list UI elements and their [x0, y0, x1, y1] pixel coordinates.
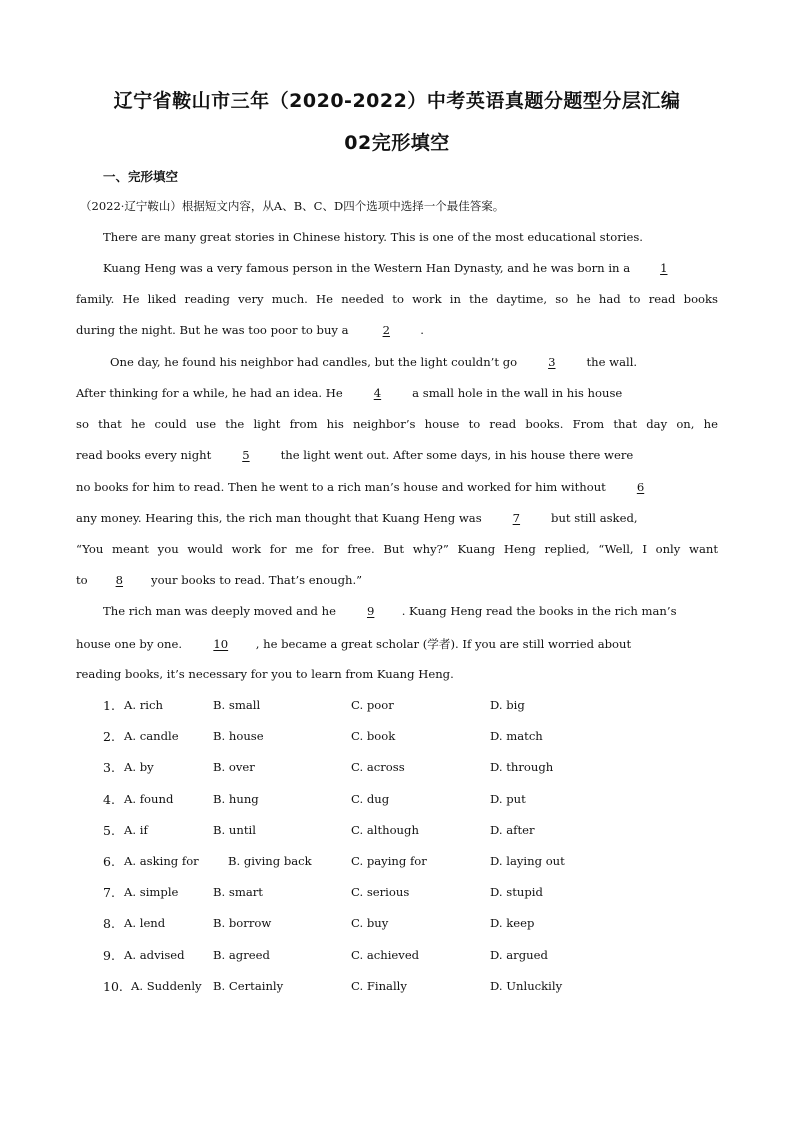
passage-line: Kuang Heng was a very famous person in the Western Han Dynasty, and he was born in a 1 [103, 261, 718, 275]
option-c: C. achieved [351, 948, 420, 962]
section-heading: 一、完形填空 [103, 169, 179, 184]
passage-line: during the night. But he was too poor to buy a 2 . [76, 323, 424, 337]
question-source: （2022·辽宁鞍山）根据短文内容，从A、B、C、D四个选项中选择一个最佳答案。 [80, 199, 505, 213]
passage-line: There are many great stories in Chinese history. This is one of the most educational stories. [103, 230, 643, 244]
option-row-6 [103, 854, 703, 872]
option-c: C. poor [351, 698, 394, 712]
passage-line: After thinking for a while, he had an idea. He 4 a small hole in the wall in his house [76, 386, 623, 400]
option-c: C. although [351, 823, 419, 837]
passage-line: so that he could use the light from his neighbor’s house to read books. From that day on, he [76, 417, 718, 431]
question-number: 1. [103, 698, 115, 713]
blank-6: 6 [636, 480, 645, 494]
blank-7: 7 [512, 511, 521, 525]
option-row-2 [103, 729, 703, 747]
passage-line: to 8 your books to read. That’s enough.” [76, 573, 363, 587]
option-a: A. rich [124, 698, 163, 712]
blank-3: 3 [548, 355, 556, 369]
blank-5: 5 [242, 448, 250, 462]
passage-line: reading books, it’s necessary for you to learn from Kuang Heng. [76, 667, 454, 681]
document-title: 辽宁省鞍山市三年（2020-2022）中考英语真题分题型分层汇编 [113, 90, 681, 112]
option-b: B. smart [213, 885, 263, 899]
option-c: C. Finally [351, 979, 407, 993]
option-b: B. giving back [228, 854, 312, 868]
option-row-3 [103, 760, 703, 778]
option-d: D. put [490, 792, 526, 806]
blank-9: 9 [366, 604, 375, 618]
blank-8: 8 [115, 573, 124, 587]
option-b: B. house [213, 729, 264, 743]
option-d: D. laying out [490, 854, 565, 868]
option-b: B. over [213, 760, 255, 774]
option-d: D. through [490, 760, 554, 774]
option-b: B. agreed [213, 948, 270, 962]
question-number: 5. [103, 823, 115, 838]
option-b: B. hung [213, 792, 259, 806]
option-a: A. simple [124, 885, 179, 899]
question-number: 4. [103, 792, 115, 807]
option-row-8 [103, 916, 703, 934]
option-c: C. dug [351, 792, 390, 806]
option-c: C. book [351, 729, 396, 743]
option-a: A. asking for [124, 854, 199, 868]
blank-10: 10 [213, 637, 229, 651]
passage-line: any money. Hearing this, the rich man thought that Kuang Heng was 7 but still asked, [76, 511, 638, 525]
passage-line: family. He liked reading very much. He needed to work in the daytime, so he had to read books [76, 292, 718, 306]
option-a: A. advised [124, 948, 185, 962]
passage-line: One day, he found his neighbor had candles, but the light couldn’t go 3 the wall. [110, 355, 638, 369]
passage-line: house one by one. 10 , he became a great scholar (学者). If you are still worried about [76, 637, 632, 651]
question-number: 10. [103, 979, 123, 994]
option-d: D. argued [490, 948, 548, 962]
question-number: 8. [103, 916, 115, 931]
passage-line: “You meant you would work for me for free. But why?” Kuang Heng replied, “Well, I only want [76, 542, 718, 556]
option-c: C. buy [351, 916, 389, 930]
option-row-9 [103, 948, 703, 966]
option-d: D. stupid [490, 885, 543, 899]
option-a: A. lend [124, 916, 166, 930]
document-subtitle: 02完形填空 [344, 132, 450, 154]
option-d: D. Unluckily [490, 979, 563, 993]
option-a: A. found [124, 792, 174, 806]
option-b: B. small [213, 698, 261, 712]
option-b: B. borrow [213, 916, 272, 930]
option-row-1 [103, 698, 703, 716]
question-number: 6. [103, 854, 115, 869]
option-d: D. keep [490, 916, 535, 930]
option-row-5 [103, 823, 703, 841]
option-c: C. serious [351, 885, 410, 899]
option-d: D. after [490, 823, 535, 837]
question-number: 7. [103, 885, 115, 900]
blank-2: 2 [382, 323, 390, 337]
option-b: B. until [213, 823, 256, 837]
option-a: A. candle [124, 729, 179, 743]
option-c: C. across [351, 760, 405, 774]
option-c: C. paying for [351, 854, 427, 868]
blank-4: 4 [373, 386, 382, 400]
option-a: A. Suddenly [131, 979, 202, 993]
option-a: A. if [124, 823, 148, 837]
option-row-7 [103, 885, 703, 903]
option-row-4 [103, 792, 703, 810]
option-d: D. big [490, 698, 525, 712]
option-row-10 [103, 979, 703, 997]
question-number: 3. [103, 760, 115, 775]
option-b: B. Certainly [213, 979, 284, 993]
passage-line: read books every night 5 the light went out. After some days, in his house there were [76, 448, 634, 462]
passage-line: no books for him to read. Then he went to a rich man’s house and worked for him without 6 [76, 480, 718, 494]
option-a: A. by [124, 760, 154, 774]
question-number: 2. [103, 729, 115, 744]
blank-1: 1 [660, 261, 668, 275]
question-number: 9. [103, 948, 115, 963]
option-d: D. match [490, 729, 543, 743]
passage-line: The rich man was deeply moved and he 9 . Kuang Heng read the books in the rich man’s [103, 604, 677, 618]
